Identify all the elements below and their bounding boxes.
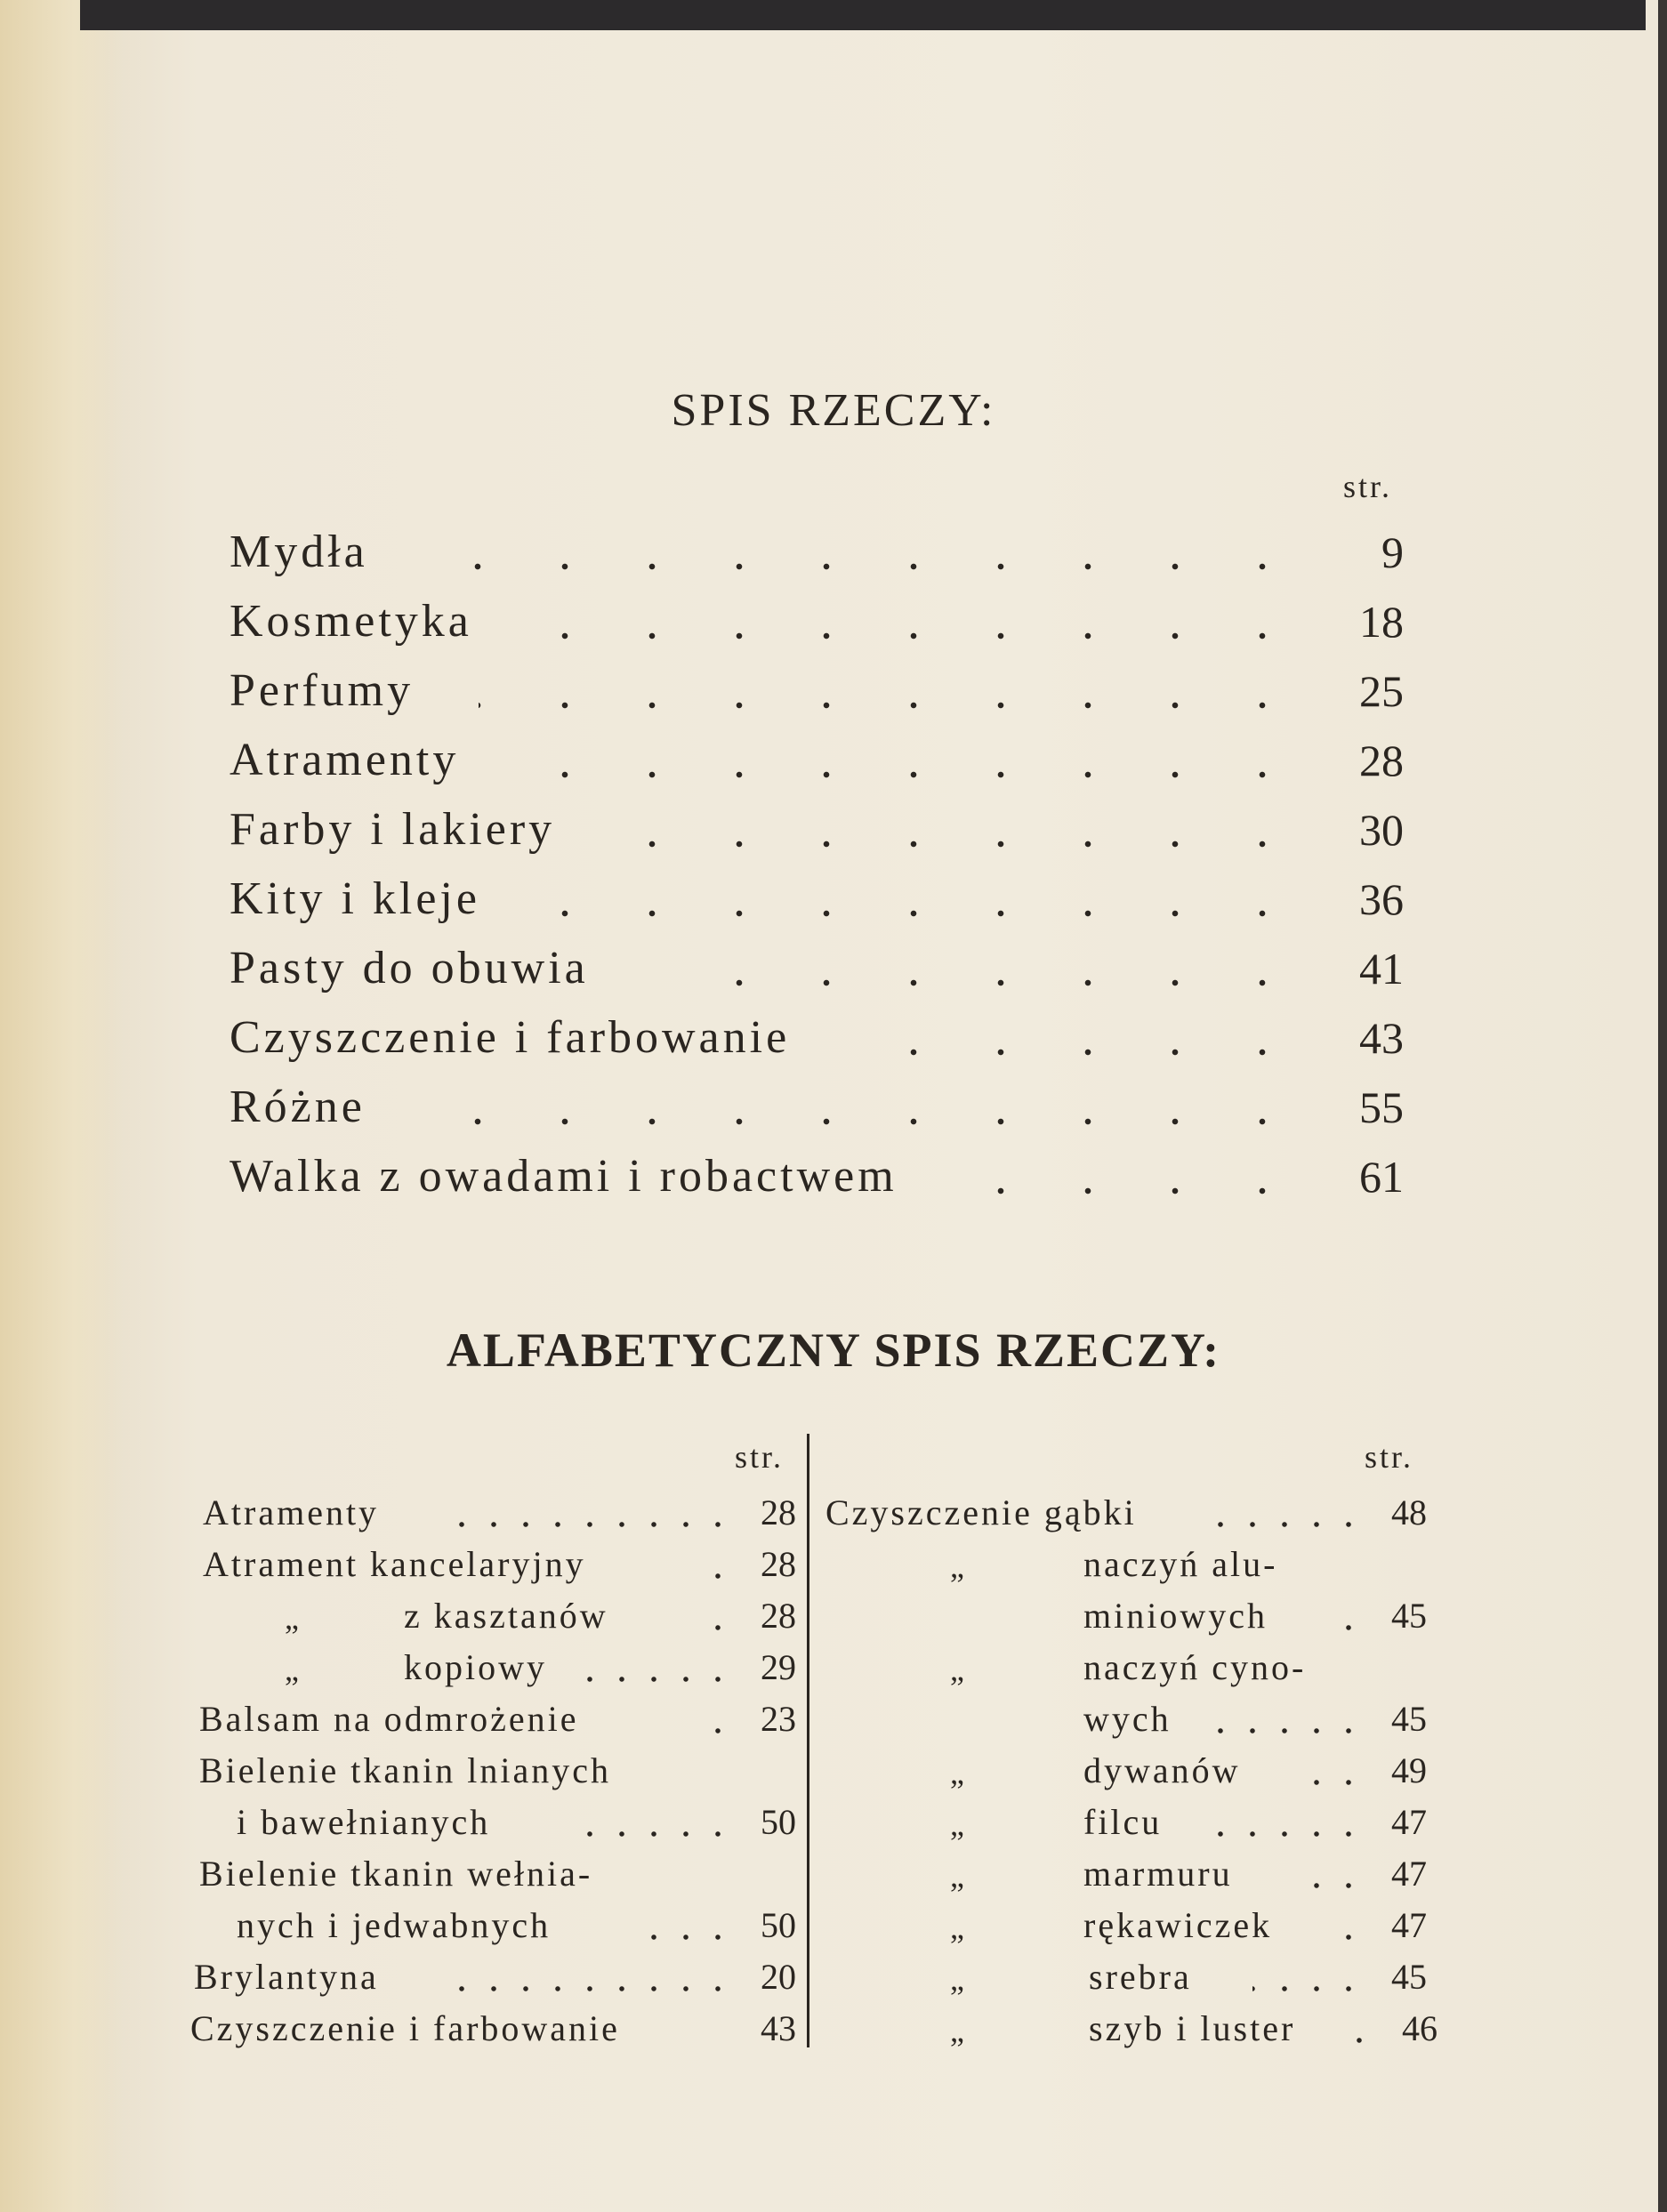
index-entry-page: 49: [1391, 1750, 1427, 1790]
index-entry-page: 28: [761, 1544, 796, 1584]
toc-entry-label: Kosmetyka: [230, 596, 472, 647]
leader-dots: [1306, 1882, 1365, 1889]
index-entry-page: 47: [1391, 1802, 1427, 1842]
right-edge-shadow: [1658, 0, 1667, 2212]
leader-dots: [514, 909, 1306, 918]
ditto-mark: „: [950, 1755, 964, 1790]
index-entry: [199, 1590, 796, 1642]
ditto-mark: „: [950, 1806, 964, 1842]
index-entry: [199, 1900, 796, 1951]
index-entry-label: i bawełnianych: [237, 1802, 491, 1842]
leader-dots: [514, 770, 1306, 779]
toc-entry-page: 43: [1359, 1013, 1404, 1063]
index-entry-label: Czyszczenie i farbowanie: [190, 2008, 620, 2048]
toc-entry: [230, 941, 1404, 1003]
index-page-header-left: str.: [735, 1439, 785, 1475]
index-entry: [199, 1487, 796, 1539]
index-entry-page: 45: [1391, 1957, 1427, 1997]
index-entry-label: Bielenie tkanin wełnia-: [199, 1854, 593, 1894]
leader-dots: [697, 1727, 734, 1734]
leader-dots: [1217, 1521, 1365, 1528]
index-entry-label: miniowych: [1083, 1596, 1268, 1636]
toc-entry-page: 61: [1359, 1152, 1404, 1202]
index-entry: [199, 1797, 796, 1848]
index-entry-label: Brylantyna: [194, 1957, 379, 1997]
toc-entry-label: Perfumy: [230, 665, 415, 716]
column-divider: [807, 1434, 809, 2047]
leader-dots: [448, 1985, 734, 1992]
toc-entry-page: 18: [1359, 597, 1404, 647]
toc-entry: [230, 802, 1404, 865]
toc-entry: [230, 1080, 1404, 1142]
index-entry-page: 20: [761, 1957, 796, 1997]
index-entry-label: Atramenty: [203, 1492, 380, 1532]
leader-dots: [573, 1830, 734, 1838]
index-entry-label: naczyń cyno-: [1083, 1647, 1307, 1687]
leader-dots: [644, 1934, 734, 1941]
leader-dots: [1341, 2037, 1375, 2044]
index-entry-label: naczyń alu-: [1083, 1544, 1278, 1584]
ditto-mark: „: [950, 1652, 964, 1687]
index-entry: [825, 1590, 1427, 1642]
index-entry-page: 50: [761, 1802, 796, 1842]
index-entry: [199, 1693, 796, 1745]
leader-dots: [852, 1048, 1306, 1057]
leader-dots: [1217, 1830, 1365, 1838]
leader-dots: [697, 1624, 734, 1631]
index-entry: [199, 1539, 796, 1590]
leader-dots: [1306, 1779, 1365, 1786]
index-entry-label: rękawiczek: [1083, 1905, 1273, 1945]
index-entry-label: kopiowy: [404, 1647, 547, 1687]
toc-entry-label: Farby i lakiery: [230, 804, 556, 855]
index-entry-label: nych i jedwabnych: [237, 1905, 552, 1945]
index-entry-label: dywanów: [1083, 1750, 1241, 1790]
leader-dots: [697, 1573, 734, 1580]
toc-entry: [230, 872, 1404, 934]
toc-entry-label: Różne: [230, 1082, 366, 1132]
page-gutter: [0, 0, 125, 2212]
index-entry-page: 28: [761, 1596, 796, 1636]
index-entry: [825, 1951, 1427, 2003]
index-entry-page: 46: [1402, 2008, 1437, 2048]
index-entry: [825, 1900, 1427, 1951]
index-entry-page: 23: [761, 1699, 796, 1739]
toc-entry: [230, 525, 1404, 587]
toc-entry: [230, 594, 1404, 656]
leader-dots: [1217, 1727, 1365, 1734]
leader-dots: [995, 1186, 1306, 1195]
index-entry: [190, 2003, 796, 2055]
index-entry-page: 50: [761, 1905, 796, 1945]
index-entry: [825, 1848, 1427, 1900]
index-entry-page: 47: [1391, 1905, 1427, 1945]
toc-entry-page: 25: [1359, 666, 1404, 716]
toc-entry: [230, 1010, 1404, 1073]
index-entry-page: 45: [1391, 1699, 1427, 1739]
leader-dots: [514, 631, 1306, 640]
leader-dots: [603, 840, 1306, 849]
ditto-mark: „: [950, 1548, 964, 1584]
index-entry: [825, 2003, 1437, 2055]
index-entry: [825, 1642, 1427, 1693]
toc-entry-page: 41: [1359, 944, 1404, 993]
index-entry-label: marmuru: [1083, 1854, 1233, 1894]
index-entry-page: 28: [761, 1492, 796, 1532]
index-entry: [199, 1745, 796, 1797]
ditto-mark: „: [950, 2013, 964, 2048]
top-edge-shadow: [80, 0, 1646, 30]
toc-page-header: str.: [1343, 469, 1393, 504]
toc-entry-page: 28: [1359, 736, 1404, 785]
toc-entry-label: Czyszczenie i farbowanie: [230, 1012, 791, 1063]
index-entry: [825, 1487, 1427, 1539]
leader-dots: [674, 978, 1306, 987]
index-entry-label: srebra: [1089, 1957, 1192, 1997]
index-entry-page: 47: [1391, 1854, 1427, 1894]
toc-entry-page: 30: [1359, 805, 1404, 855]
index-entry-label: szyb i luster: [1089, 2008, 1296, 2048]
ditto-mark: „: [285, 1652, 299, 1687]
index-entry-label: Balsam na odmrożenie: [199, 1699, 579, 1739]
toc-entry-page: 55: [1359, 1082, 1404, 1132]
index-title: ALFABETYCZNY SPIS RZECZY:: [446, 1323, 1221, 1377]
ditto-mark: „: [950, 1961, 964, 1997]
toc-entry-label: Mydła: [230, 527, 368, 577]
index-entry-label: wych: [1083, 1699, 1172, 1739]
leader-dots: [479, 701, 1306, 710]
leader-dots: [407, 1117, 1306, 1126]
toc-entry: [230, 1149, 1404, 1211]
index-entry-label: Atrament kancelaryjny: [203, 1544, 586, 1584]
ditto-mark: „: [950, 1858, 964, 1894]
toc-entry-page: 9: [1381, 527, 1404, 577]
leader-dots: [582, 1676, 734, 1683]
ditto-mark: „: [950, 1910, 964, 1945]
leader-dots: [1333, 1624, 1365, 1631]
toc-entry-label: Pasty do obuwia: [230, 943, 589, 993]
index-entry-label: z kasztanów: [404, 1596, 608, 1636]
toc-entry: [230, 733, 1404, 795]
index-entry-label: filcu: [1083, 1802, 1163, 1842]
index-entry-page: 45: [1391, 1596, 1427, 1636]
index-entry: [190, 1951, 796, 2003]
index-entry: [199, 1642, 796, 1693]
toc-entry-page: 36: [1359, 874, 1404, 924]
toc-entry-label: Atramenty: [230, 735, 460, 785]
index-entry-page: 48: [1391, 1492, 1427, 1532]
leader-dots: [425, 562, 1306, 571]
toc-entry-label: Walka z owadami i robactwem: [230, 1151, 898, 1202]
index-entry: [825, 1539, 1427, 1590]
index-entry-label: Czyszczenie gąbki: [825, 1492, 1137, 1532]
leader-dots: [1333, 1934, 1365, 1941]
index-entry-page: 29: [761, 1647, 796, 1687]
ditto-mark: „: [285, 1600, 299, 1636]
index-entry-page: 43: [761, 2008, 796, 2048]
index-entry: [825, 1693, 1427, 1745]
toc-title: SPIS RZECZY:: [671, 385, 996, 436]
index-entry-label: Bielenie tkanin lnianych: [199, 1750, 611, 1790]
index-page-header-right: str.: [1365, 1439, 1414, 1475]
leader-dots: [448, 1521, 734, 1528]
leader-dots: [1252, 1985, 1365, 1992]
index-entry: [825, 1745, 1427, 1797]
index-entry: [825, 1797, 1427, 1848]
index-entry: [199, 1848, 796, 1900]
toc-entry-label: Kity i kleje: [230, 873, 480, 924]
toc-entry: [230, 664, 1404, 726]
